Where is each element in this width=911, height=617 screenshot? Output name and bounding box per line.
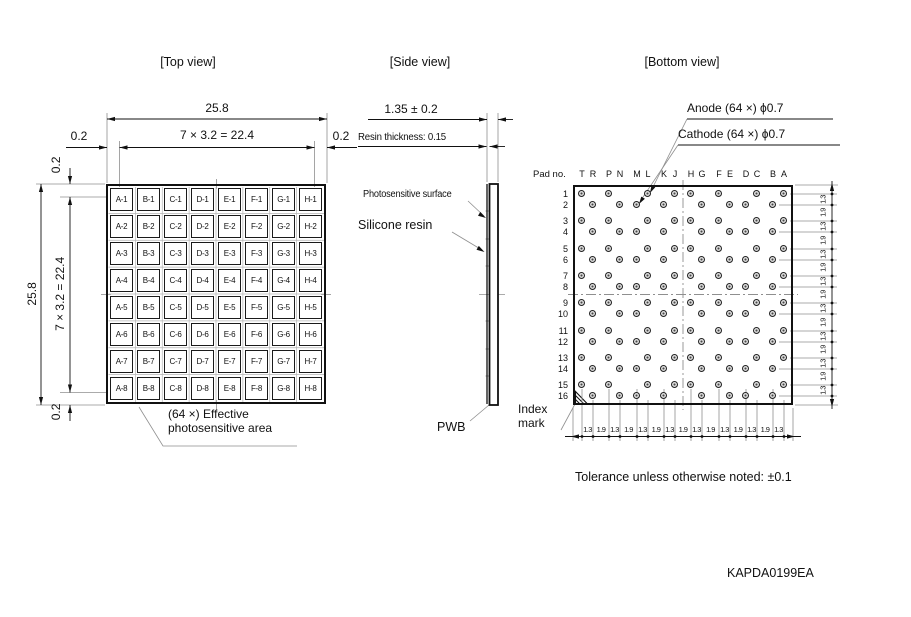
pad-pitch-h-3: 1.3: [610, 425, 619, 434]
pad-J-7: [671, 272, 678, 279]
pad-F-9: [715, 299, 722, 306]
pad-T-9: [578, 299, 585, 306]
pad-pitch-v-7: 1.3: [818, 276, 828, 286]
pad-T-11: [578, 327, 585, 334]
pad-M-6: [633, 256, 640, 263]
pad-E-10: [726, 310, 733, 317]
pad-B-14: [769, 365, 776, 372]
effective-area-note-line1: (64 ×) Effective: [168, 407, 249, 421]
pad-pitch-v-3: 1.3: [818, 221, 828, 231]
pad-L-1: [644, 190, 651, 197]
pad-K-2: [660, 201, 667, 208]
pad-G-12: [698, 338, 705, 345]
pad-F-13: [715, 354, 722, 361]
pad-C-15: [753, 381, 760, 388]
pad-pitch-h-1: 1.3: [583, 425, 592, 434]
pixel-cell-D-4: D-4: [191, 269, 214, 292]
pixel-cell-G-5: G-5: [272, 296, 295, 319]
pad-pitch-v-4: 1.9: [818, 235, 828, 245]
pixel-cell-E-8: E-8: [218, 377, 241, 400]
pixel-cell-A-4: A-4: [110, 269, 133, 292]
pixel-cell-C-2: C-2: [164, 215, 187, 238]
pixel-cell-E-7: E-7: [218, 350, 241, 373]
pad-B-8: [769, 283, 776, 290]
side-view-title: [Side view]: [389, 55, 451, 69]
pad-H-5: [687, 245, 694, 252]
side-thickness-dim: 1.35 ± 0.2: [384, 102, 438, 116]
pad-F-3: [715, 217, 722, 224]
index-mark-label: [518, 403, 547, 431]
pad-P-9: [605, 299, 612, 306]
pad-pitch-v-11: 1.3: [818, 331, 828, 341]
pad-L-15: [644, 381, 651, 388]
pad-row-number-2: 2: [562, 199, 568, 210]
pad-D-10: [742, 310, 749, 317]
pad-R-4: [589, 228, 596, 235]
pixel-cell-B-1: B-1: [137, 188, 160, 211]
pixel-cell-H-5: H-5: [299, 296, 322, 319]
pad-K-8: [660, 283, 667, 290]
pad-pitch-h-4: 1.9: [624, 425, 633, 434]
pad-J-11: [671, 327, 678, 334]
top-width-pitch-dim: 7 × 3.2 = 22.4: [179, 128, 255, 142]
pad-pitch-v-2: 1.9: [818, 208, 828, 217]
pad-column-letter-K: K: [660, 169, 667, 179]
pad-L-3: [644, 217, 651, 224]
pad-F-11: [715, 327, 722, 334]
pixel-cell-F-3: F-3: [245, 242, 268, 265]
pad-pitch-h-10: 1.9: [706, 425, 715, 434]
pad-N-8: [616, 283, 623, 290]
pad-K-16: [660, 392, 667, 399]
pad-B-12: [769, 338, 776, 345]
pad-F-5: [715, 245, 722, 252]
pad-A-3: [780, 217, 787, 224]
pad-D-12: [742, 338, 749, 345]
pad-K-10: [660, 310, 667, 317]
pixel-cell-H-2: H-2: [299, 215, 322, 238]
pad-pitch-v-6: 1.9: [818, 263, 828, 272]
pad-L-13: [644, 354, 651, 361]
pad-G-14: [698, 365, 705, 372]
pixel-cell-D-6: D-6: [191, 323, 214, 346]
pad-E-12: [726, 338, 733, 345]
pad-no-label: Pad no.: [533, 169, 566, 180]
pad-H-11: [687, 327, 694, 334]
pad-pitch-v-10: 1.9: [818, 317, 828, 327]
effective-area-note-line2: photosensitive area: [168, 420, 273, 435]
pad-C-7: [753, 272, 760, 279]
pad-M-4: [633, 228, 640, 235]
pixel-cell-E-4: E-4: [218, 269, 241, 292]
pad-D-14: [742, 365, 749, 372]
pad-L-9: [644, 299, 651, 306]
pad-T-7: [578, 272, 585, 279]
pad-pitch-h-13: 1.3: [747, 425, 756, 434]
top-margin-top-dim: 0.2: [49, 156, 64, 174]
pad-L-11: [644, 327, 651, 334]
pad-H-9: [687, 299, 694, 306]
pad-row-number-3: 3: [562, 215, 568, 226]
pad-row-number-12: 12: [557, 336, 568, 347]
pad-pitch-v-8: 1.9: [818, 290, 828, 299]
pixel-cell-F-4: F-4: [245, 269, 268, 292]
top-height-total-dim: 25.8: [25, 282, 40, 306]
pad-M-12: [633, 338, 640, 345]
pixel-cell-A-1: A-1: [110, 188, 133, 211]
pad-G-6: [698, 256, 705, 263]
top-margin-bottom-dim: 0.2: [49, 403, 64, 421]
pad-D-4: [742, 228, 749, 235]
pad-pitch-h-12: 1.9: [733, 425, 743, 434]
pad-R-12: [589, 338, 596, 345]
index-mark-label-line1: Index: [518, 402, 548, 416]
pad-J-13: [671, 354, 678, 361]
pad-C-3: [753, 217, 760, 224]
pad-row-number-15: 15: [557, 379, 568, 390]
pad-R-2: [589, 201, 596, 208]
pad-H-15: [687, 381, 694, 388]
pad-pitch-v-12: 1.9: [818, 345, 828, 354]
cathode-label: Cathode (64 ×) ϕ0.7: [678, 127, 786, 141]
pad-P-13: [605, 354, 612, 361]
pixel-cell-E-5: E-5: [218, 296, 241, 319]
pixel-cell-D-3: D-3: [191, 242, 214, 265]
pad-P-15: [605, 381, 612, 388]
pad-A-1: [780, 190, 787, 197]
pad-D-16: [742, 392, 749, 399]
pad-row-number-5: 5: [562, 243, 568, 254]
pad-D-6: [742, 256, 749, 263]
pad-R-14: [589, 365, 596, 372]
pixel-cell-F-2: F-2: [245, 215, 268, 238]
pad-R-10: [589, 310, 596, 317]
pad-E-2: [726, 201, 733, 208]
pixel-cell-F-6: F-6: [245, 323, 268, 346]
pixel-cell-A-5: A-5: [110, 296, 133, 319]
pad-N-4: [616, 228, 623, 235]
pad-column-letter-R: R: [589, 169, 597, 179]
pad-T-5: [578, 245, 585, 252]
pad-B-10: [769, 310, 776, 317]
pixel-cell-H-6: H-6: [299, 323, 322, 346]
pad-pitch-v-13: 1.3: [818, 358, 828, 368]
pixel-cell-G-1: G-1: [272, 188, 295, 211]
pad-M-10: [633, 310, 640, 317]
top-view-title: [Top view]: [160, 55, 216, 69]
pad-G-8: [698, 283, 705, 290]
pad-E-16: [726, 392, 733, 399]
pixel-cell-E-3: E-3: [218, 242, 241, 265]
pad-J-3: [671, 217, 678, 224]
pad-F-7: [715, 272, 722, 279]
pad-C-13: [753, 354, 760, 361]
pixel-cell-H-3: H-3: [299, 242, 322, 265]
pad-P-1: [605, 190, 612, 197]
pad-M-16: [633, 392, 640, 399]
pad-pitch-h-14: 1.9: [760, 425, 770, 434]
pixel-cell-G-6: G-6: [272, 323, 295, 346]
pad-A-13: [780, 354, 787, 361]
pad-pitch-v-1: 1.3: [818, 194, 828, 204]
pad-column-letter-M: M: [633, 169, 641, 179]
pixel-cell-B-6: B-6: [137, 323, 160, 346]
pixel-cell-G-2: G-2: [272, 215, 295, 238]
pad-column-letter-P: P: [605, 169, 612, 179]
pad-A-5: [780, 245, 787, 252]
pad-row-number-14: 14: [557, 363, 568, 374]
pad-E-8: [726, 283, 733, 290]
pad-H-13: [687, 354, 694, 361]
pad-row-number-1: 1: [562, 188, 568, 199]
pixel-cell-B-7: B-7: [137, 350, 160, 373]
pad-array-outline: [573, 185, 793, 405]
pad-N-10: [616, 310, 623, 317]
pad-pitch-h-15: 1.3: [774, 425, 783, 434]
pixel-cell-G-7: G-7: [272, 350, 295, 373]
pad-N-12: [616, 338, 623, 345]
pad-C-1: [753, 190, 760, 197]
top-width-total-dim: 25.8: [205, 101, 229, 115]
pixel-cell-C-8: C-8: [164, 377, 187, 400]
pad-B-4: [769, 228, 776, 235]
pad-J-1: [671, 190, 678, 197]
top-height-pitch-dim: 7 × 3.2 = 22.4: [53, 256, 68, 331]
pad-K-14: [660, 365, 667, 372]
document-number: KAPDA0199EA: [727, 566, 814, 580]
pad-M-2: [633, 201, 640, 208]
pad-column-letter-L: L: [645, 169, 651, 179]
pad-M-8: [633, 283, 640, 290]
pad-column-letter-H: H: [687, 169, 695, 179]
pad-C-9: [753, 299, 760, 306]
pad-G-2: [698, 201, 705, 208]
pad-C-5: [753, 245, 760, 252]
pad-E-4: [726, 228, 733, 235]
pad-P-11: [605, 327, 612, 334]
pad-J-15: [671, 381, 678, 388]
pad-T-13: [578, 354, 585, 361]
pad-M-14: [633, 365, 640, 372]
pad-B-2: [769, 201, 776, 208]
pixel-cell-A-7: A-7: [110, 350, 133, 373]
pixel-cell-C-4: C-4: [164, 269, 187, 292]
pad-pitch-v-9: 1.3: [818, 303, 828, 313]
pad-row-number-16: 16: [557, 390, 568, 401]
pixel-cell-A-3: A-3: [110, 242, 133, 265]
pad-pitch-h-11: 1.3: [720, 425, 729, 434]
pad-column-letter-B: B: [769, 169, 776, 179]
pad-D-2: [742, 201, 749, 208]
pwb-label: PWB: [437, 420, 466, 434]
pixel-cell-A-8: A-8: [110, 377, 133, 400]
pad-A-11: [780, 327, 787, 334]
pad-P-3: [605, 217, 612, 224]
bottom-view-title: [Bottom view]: [644, 55, 720, 69]
pixel-cell-A-6: A-6: [110, 323, 133, 346]
pad-column-letter-E: E: [726, 169, 733, 179]
pad-G-4: [698, 228, 705, 235]
pad-column-letter-G: G: [698, 169, 706, 179]
pixel-cell-A-2: A-2: [110, 215, 133, 238]
index-mark-label-line2: mark: [518, 415, 545, 430]
pad-D-8: [742, 283, 749, 290]
pixel-cell-D-2: D-2: [191, 215, 214, 238]
pixel-cell-G-4: G-4: [272, 269, 295, 292]
pixel-cell-E-6: E-6: [218, 323, 241, 346]
pad-A-15: [780, 381, 787, 388]
pad-A-7: [780, 272, 787, 279]
pad-H-3: [687, 217, 694, 224]
pad-row-number-6: 6: [562, 254, 568, 265]
pad-row-number-4: 4: [562, 226, 568, 237]
pixel-cell-D-1: D-1: [191, 188, 214, 211]
pad-row-number-8: 8: [562, 281, 568, 292]
pixel-cell-H-1: H-1: [299, 188, 322, 211]
pad-pitch-v-15: 1.3: [818, 385, 828, 395]
pad-N-2: [616, 201, 623, 208]
pad-pitch-v-5: 1.3: [818, 249, 828, 259]
pad-L-7: [644, 272, 651, 279]
pixel-cell-G-8: G-8: [272, 377, 295, 400]
pad-E-6: [726, 256, 733, 263]
pad-pitch-h-8: 1.9: [678, 425, 688, 434]
pad-column-letter-C: C: [753, 169, 761, 179]
pad-F-15: [715, 381, 722, 388]
pad-A-9: [780, 299, 787, 306]
pad-T-1: [578, 190, 585, 197]
pad-J-5: [671, 245, 678, 252]
pad-pitch-v-14: 1.9: [818, 372, 828, 381]
pixel-cell-C-6: C-6: [164, 323, 187, 346]
pad-N-16: [616, 392, 623, 399]
pad-P-7: [605, 272, 612, 279]
pad-pitch-h-6: 1.9: [651, 425, 661, 434]
pad-B-6: [769, 256, 776, 263]
pixel-cell-F-7: F-7: [245, 350, 268, 373]
pad-K-12: [660, 338, 667, 345]
pixel-cell-B-8: B-8: [137, 377, 160, 400]
pad-P-5: [605, 245, 612, 252]
pad-E-14: [726, 365, 733, 372]
silicone-resin-label: Silicone resin: [358, 218, 433, 232]
pixel-cell-C-5: C-5: [164, 296, 187, 319]
pad-row-number-7: 7: [562, 270, 568, 281]
pixel-cell-E-2: E-2: [218, 215, 241, 238]
pixel-cell-B-4: B-4: [137, 269, 160, 292]
pad-column-letter-A: A: [780, 169, 787, 179]
photosensitive-surface-label: Photosensitive surface: [363, 189, 452, 200]
pixel-cell-C-1: C-1: [164, 188, 187, 211]
pad-N-14: [616, 365, 623, 372]
pixel-cell-H-8: H-8: [299, 377, 322, 400]
pad-H-1: [687, 190, 694, 197]
pad-L-5: [644, 245, 651, 252]
pixel-cell-F-5: F-5: [245, 296, 268, 319]
pixel-cell-F-8: F-8: [245, 377, 268, 400]
resin-thickness-label: Resin thickness: 0.15: [358, 131, 446, 143]
tolerance-note: Tolerance unless otherwise noted: ±0.1: [575, 470, 792, 484]
pad-column-letter-D: D: [742, 169, 750, 179]
pad-T-15: [578, 381, 585, 388]
pad-H-7: [687, 272, 694, 279]
pad-pitch-h-9: 1.3: [692, 425, 701, 434]
pad-N-6: [616, 256, 623, 263]
top-margin-left-dim: 0.2: [70, 129, 88, 143]
pixel-cell-B-5: B-5: [137, 296, 160, 319]
pixel-cell-C-3: C-3: [164, 242, 187, 265]
pixel-cell-D-7: D-7: [191, 350, 214, 373]
pad-B-16: [769, 392, 776, 399]
pixel-cell-H-7: H-7: [299, 350, 322, 373]
pixel-cell-D-8: D-8: [191, 377, 214, 400]
pad-R-8: [589, 283, 596, 290]
pixel-cell-G-3: G-3: [272, 242, 295, 265]
pad-G-16: [698, 392, 705, 399]
pixel-cell-E-1: E-1: [218, 188, 241, 211]
pad-row-number-9: 9: [562, 297, 568, 308]
pad-pitch-h-5: 1.3: [638, 425, 647, 434]
pad-pitch-h-2: 1.9: [596, 425, 606, 434]
pad-row-number-11: 11: [558, 325, 568, 336]
pad-row-number-13: 13: [557, 352, 568, 363]
pad-pitch-h-7: 1.3: [665, 425, 674, 434]
pad-J-9: [671, 299, 678, 306]
pixel-cell-H-4: H-4: [299, 269, 322, 292]
pad-F-1: [715, 190, 722, 197]
pad-T-3: [578, 217, 585, 224]
anode-label: Anode (64 ×) ϕ0.7: [687, 101, 784, 115]
pad-column-letter-N: N: [616, 169, 624, 179]
pad-column-letter-T: T: [579, 169, 585, 179]
pad-row-number-10: 10: [557, 308, 568, 319]
pixel-cell-F-1: F-1: [245, 188, 268, 211]
pad-R-6: [589, 256, 596, 263]
pad-K-6: [660, 256, 667, 263]
pad-G-10: [698, 310, 705, 317]
pad-column-letter-J: J: [672, 169, 678, 179]
pad-R-16: [589, 392, 596, 399]
pad-K-4: [660, 228, 667, 235]
top-margin-right-dim: 0.2: [332, 129, 350, 143]
pixel-cell-B-3: B-3: [137, 242, 160, 265]
pixel-cell-C-7: C-7: [164, 350, 187, 373]
photodiode-grid: [106, 184, 326, 404]
pixel-cell-B-2: B-2: [137, 215, 160, 238]
pad-C-11: [753, 327, 760, 334]
pixel-cell-D-5: D-5: [191, 296, 214, 319]
effective-area-note: [168, 408, 272, 436]
pad-column-letter-F: F: [716, 169, 722, 179]
